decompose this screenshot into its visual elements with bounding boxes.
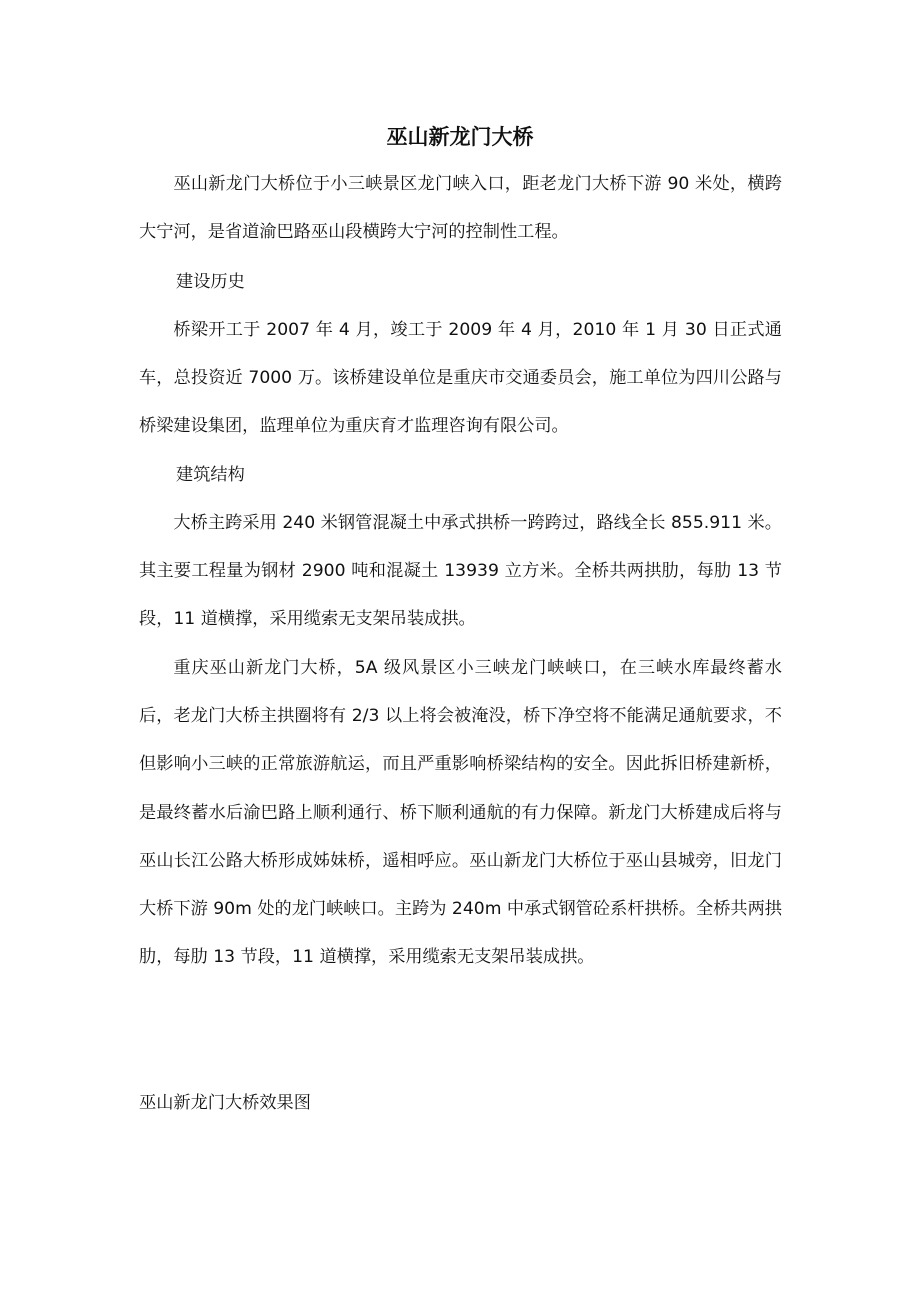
document-title: 巫山新龙门大桥: [386, 125, 534, 149]
structure-heading: 建筑结构: [176, 465, 245, 485]
structure-paragraph: 大桥主跨采用 240 米钢管混凝土中承式拱桥一跨跨过，路线全长 855.911 米。其主要工程量为钢材 2900 吨和混凝土 13939 立方米。全桥共两拱肋，每肋 13 节段，11 道横撑，采用缆索无支架吊装成拱。: [139, 513, 782, 630]
history-heading: 建设历史: [176, 272, 245, 292]
image-caption: 巫山新龙门大桥效果图: [139, 1093, 311, 1113]
background-paragraph: 重庆巫山新龙门大桥，5A 级风景区小三峡龙门峡峡口，在三峡水库最终蓄水后，老龙门大桥主拱圈将有 2/3 以上将会被淹没，桥下净空将不能满足通航要求，不但影响小三峡的正常旅游航运，而且严重影响桥梁结构的安全。因此拆旧桥建新桥，是最终蓄水后渝巴路上顺利通行、桥下顺利通航的有力保障。新龙门大桥建成后将与巫山长江公路大桥形成姊妹桥，遥相呼应。巫山新龙门大桥位于巫山县城旁，旧龙门大桥下游 90m 处的龙门峡峡口。主跨为 240m 中承式钢管砼系杆拱桥。全桥共两拱肋，每肋 13 节段，11 道横撑，采用缆索无支架吊装成拱。: [139, 658, 782, 968]
history-paragraph: 桥梁开工于 2007 年 4 月，竣工于 2009 年 4 月，2010 年 1 月 30 日正式通车，总投资近 7000 万。该桥建设单位是重庆市交通委员会，施工单位为四川公路与桥梁建设集团，监理单位为重庆育才监理咨询有限公司。: [139, 320, 782, 437]
intro-paragraph: 巫山新龙门大桥位于小三峡景区龙门峡入口，距老龙门大桥下游 90 米处，横跨大宁河，是省道渝巴路巫山段横跨大宁河的控制性工程。: [139, 174, 782, 243]
